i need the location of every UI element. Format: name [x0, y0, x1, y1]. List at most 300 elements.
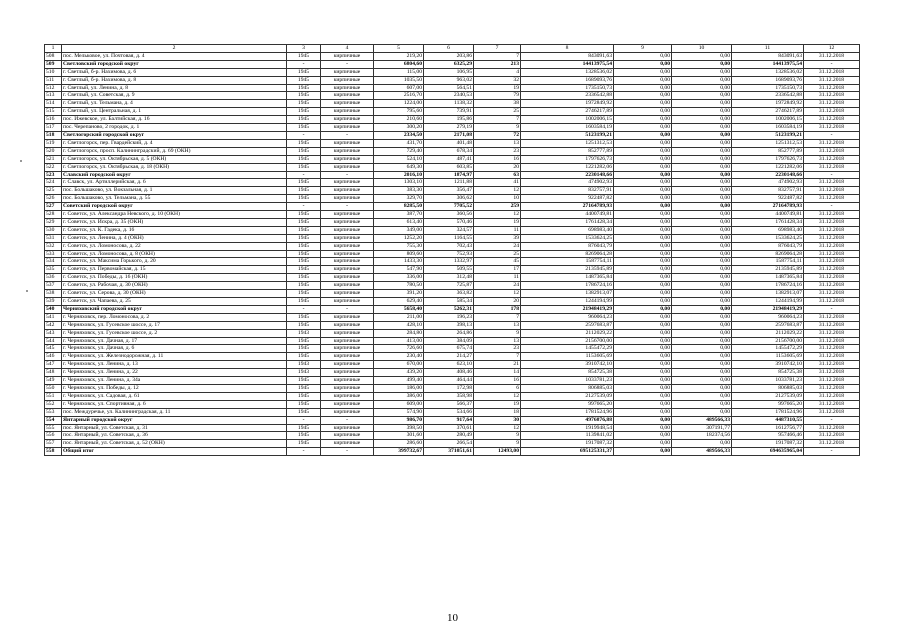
table-cell: 2230148,66	[732, 171, 804, 179]
table-cell: 876043,79	[732, 242, 804, 250]
table-cell: 5658,40	[374, 305, 424, 313]
table-cell: 0,00	[614, 337, 672, 345]
table-cell: 549	[45, 377, 62, 385]
table-cell: 1033781,23	[521, 377, 614, 385]
table-cell: кирпичные	[321, 408, 374, 416]
table-cell: 1587754,11	[521, 258, 614, 266]
table-cell: 4400749,81	[521, 211, 614, 219]
table-row	[45, 60, 860, 68]
table-cell: 12	[474, 211, 521, 219]
table-cell: -	[287, 416, 321, 424]
table-cell: 0,00	[614, 440, 672, 448]
table-cell: 0,00	[672, 321, 732, 329]
table-cell: 398,50	[374, 424, 424, 432]
table-cell: г. Черняховск, ул. Садовая, д. 61	[62, 392, 287, 400]
table-cell: 1797626,73	[521, 155, 614, 163]
column-number-cell: 9	[614, 45, 672, 53]
table-cell: 550	[45, 384, 62, 392]
table-cell: 31.12.2018	[804, 179, 860, 187]
table-cell: 31.12.2018	[804, 274, 860, 282]
table-row	[45, 361, 860, 369]
table-cell: 876043,79	[521, 242, 614, 250]
table-cell: 12	[474, 392, 521, 400]
table-cell: 31.12.2018	[804, 195, 860, 203]
table-cell: -	[804, 416, 860, 424]
table-cell: 31.12.2018	[804, 298, 860, 306]
table-cell: 0,00	[614, 282, 672, 290]
table-cell: 997665,20	[521, 400, 614, 408]
table-cell: 1945	[287, 345, 321, 353]
table-cell: г. Черняховск, пер. Ломоносова, д. 2	[62, 313, 287, 321]
table-row	[45, 313, 860, 321]
table-cell: 509	[45, 60, 62, 68]
table-cell: г. Черняховск, ул. Спортивная, д. 6	[62, 400, 287, 408]
table-cell: 211,00	[374, 313, 424, 321]
table-cell: 0,00	[614, 68, 672, 76]
table-cell: 0,00	[614, 298, 672, 306]
table-cell: г. Светлогорск, пер. Гвардейский, д. 4	[62, 139, 287, 147]
table-cell: 755,30	[374, 242, 424, 250]
table-cell: 806885,03	[732, 384, 804, 392]
column-number-cell: 8	[521, 45, 614, 53]
table-cell: 2156700,00	[521, 337, 614, 345]
table-cell: 1945	[287, 424, 321, 432]
table-cell: 0,00	[672, 171, 732, 179]
table-cell: -	[287, 131, 321, 139]
table-cell: кирпичные	[321, 242, 374, 250]
table-cell: 20	[474, 298, 521, 306]
table-row	[45, 92, 860, 100]
table-cell: 806885,03	[521, 384, 614, 392]
table-cell: 0,00	[672, 242, 732, 250]
table-row	[45, 218, 860, 226]
table-cell: 0,00	[672, 60, 732, 68]
table-cell: 413,00	[374, 337, 424, 345]
table-cell: 1945	[287, 384, 321, 392]
table-cell: 0,00	[614, 234, 672, 242]
table-cell: 31.12.2018	[804, 76, 860, 84]
table-cell: 6	[474, 384, 521, 392]
table-cell: 0,00	[672, 369, 732, 377]
table-cell: 1945	[287, 179, 321, 187]
table-cell: 386,00	[374, 392, 424, 400]
table-cell: 358,98	[424, 392, 474, 400]
table-cell: 0,00	[614, 108, 672, 116]
table-cell: 1945	[287, 84, 321, 92]
table-cell: 2516,70	[374, 92, 424, 100]
table-cell: 27164789,93	[521, 203, 614, 211]
table-row	[45, 274, 860, 282]
table-cell: 0,00	[614, 179, 672, 187]
table-cell: 0,00	[672, 195, 732, 203]
table-row	[45, 187, 860, 195]
table-cell: г. Советск, ул. Серова, д. 30 (ОКН)	[62, 290, 287, 298]
table-cell: 678,34	[424, 147, 474, 155]
table-cell: 1251312,53	[732, 139, 804, 147]
table-cell: 1689093,76	[732, 76, 804, 84]
table-cell: 1303,10	[374, 179, 424, 187]
table-cell: 10	[474, 195, 521, 203]
table-cell: 279,19	[424, 124, 474, 132]
table-cell: 30	[474, 416, 521, 424]
table-cell: 31.12.2018	[804, 147, 860, 155]
table-cell: кирпичные	[321, 234, 374, 242]
table-cell: 31.12.2018	[804, 139, 860, 147]
table-row	[45, 84, 860, 92]
table-cell: 0,00	[672, 211, 732, 219]
table-cell: Славский городской округ	[62, 171, 287, 179]
table-cell: 32	[474, 76, 521, 84]
table-cell: 203,86	[424, 52, 474, 60]
table-cell: 854725,38	[732, 369, 804, 377]
table-cell: 629,40	[374, 298, 424, 306]
table-cell: 0,00	[614, 218, 672, 226]
table-cell: 922487,82	[732, 195, 804, 203]
table-cell: 529	[45, 218, 62, 226]
table-cell: 0,00	[672, 226, 732, 234]
table-cell: 1603584,19	[521, 124, 614, 132]
table-cell: 13	[474, 321, 521, 329]
table-cell: 1251312,53	[521, 139, 614, 147]
table-cell: 752,93	[424, 250, 474, 258]
table-cell: 536	[45, 274, 62, 282]
table-cell: 539	[45, 298, 62, 306]
table-cell: 13	[474, 139, 521, 147]
table-cell: 0,00	[614, 274, 672, 282]
table-cell: 1945	[287, 100, 321, 108]
column-number-cell: 3	[287, 45, 321, 53]
table-cell: 499,40	[374, 377, 424, 385]
table-cell: кирпичные	[321, 377, 374, 385]
table-cell: кирпичные	[321, 337, 374, 345]
table-cell: 0,00	[672, 408, 732, 416]
table-cell: 546	[45, 353, 62, 361]
table-cell: 512	[45, 84, 62, 92]
table-cell: 356,47	[424, 187, 474, 195]
table-cell: г. Светлый, ул. Советская, д. 9	[62, 92, 287, 100]
table-cell: 219,20	[374, 52, 424, 60]
scan-speck	[26, 290, 28, 292]
table-cell: 1382913,07	[732, 290, 804, 298]
table-cell: 0,00	[614, 258, 672, 266]
table-cell: 960064,23	[521, 313, 614, 321]
column-number-cell: 12	[804, 45, 860, 53]
table-row	[45, 147, 860, 155]
table-cell: 675,74	[424, 345, 474, 353]
table-cell: 31.12.2018	[804, 424, 860, 432]
table-cell: г. Советск, ул. К. Гадека, д. 16	[62, 226, 287, 234]
table-cell: 0,00	[614, 392, 672, 400]
table-cell: 524	[45, 179, 62, 187]
table-cell: 12	[474, 187, 521, 195]
table-cell: 27164789,93	[732, 203, 804, 211]
table-cell: 41	[474, 179, 521, 187]
table-cell: 534,66	[424, 408, 474, 416]
table-cell: 31.12.2018	[804, 211, 860, 219]
table-cell: 0,00	[614, 76, 672, 84]
table-cell: 31.12.2018	[804, 100, 860, 108]
table-cell: 520	[45, 147, 62, 155]
table-cell: 8285,50	[374, 203, 424, 211]
table-cell: 524,10	[374, 155, 424, 163]
table-cell: 11	[474, 274, 521, 282]
table-cell: 0,00	[614, 448, 672, 456]
table-cell: 31.12.2018	[804, 337, 860, 345]
table-cell: 7	[474, 52, 521, 60]
table-cell: кирпичные	[321, 76, 374, 84]
table-cell: -	[287, 60, 321, 68]
table-cell: 0,00	[614, 139, 672, 147]
table-cell: 19	[474, 400, 521, 408]
table-cell: 6325,29	[424, 60, 474, 68]
table-cell: 0,00	[614, 400, 672, 408]
table-cell: г. Советск, ул. Рабочая, д. 30 (ОКН)	[62, 282, 287, 290]
table-cell: пос. Междуречье, ул. Калининградская, д. 11	[62, 408, 287, 416]
table-cell: 1244194,99	[521, 298, 614, 306]
table-cell: 527	[45, 203, 62, 211]
table-cell: 832757,91	[732, 187, 804, 195]
table-row	[45, 116, 860, 124]
table-cell: 31.12.2018	[804, 242, 860, 250]
table-cell: 1735150,73	[521, 84, 614, 92]
table-cell: 474902,93	[521, 179, 614, 187]
table-cell: 31.12.2018	[804, 155, 860, 163]
table-row	[45, 171, 860, 179]
table-cell: 1153605,69	[732, 353, 804, 361]
table-cell: 349,00	[374, 226, 424, 234]
table-row	[45, 408, 860, 416]
table-cell: 31.12.2018	[804, 400, 860, 408]
table-body	[45, 52, 860, 455]
table-cell: 852777,89	[732, 147, 804, 155]
table-cell: 284,80	[374, 329, 424, 337]
table-cell: 0,00	[672, 290, 732, 298]
table-cell: 399732,67	[374, 448, 424, 456]
table-cell: 23	[474, 345, 521, 353]
table-cell: 214,27	[424, 353, 474, 361]
table-cell: 607,00	[374, 84, 424, 92]
table-cell: 383,30	[374, 187, 424, 195]
table-row	[45, 266, 860, 274]
table-cell: 957466,46	[732, 432, 804, 440]
table-cell: 31.12.2018	[804, 116, 860, 124]
table-cell: 3910742,10	[521, 361, 614, 369]
table-cell: 31.12.2018	[804, 432, 860, 440]
table-cell: 522	[45, 163, 62, 171]
table-cell: 12493,00	[474, 448, 521, 456]
table-cell: 1433,30	[374, 258, 424, 266]
table-cell: -	[804, 448, 860, 456]
table-cell: кирпичные	[321, 353, 374, 361]
table-cell: 0,00	[614, 163, 672, 171]
table-cell: 31.12.2018	[804, 226, 860, 234]
table-cell: г. Светлогорск, ул. Октябрьская, д. 5 (ОКН)	[62, 155, 287, 163]
table-row	[45, 298, 860, 306]
table-cell: кирпичные	[321, 361, 374, 369]
table-cell: 31.12.2018	[804, 124, 860, 132]
table-cell: 1332,97	[424, 258, 474, 266]
table-cell: 0,00	[614, 424, 672, 432]
table-cell: 0,00	[614, 361, 672, 369]
table-cell: 547	[45, 361, 62, 369]
column-number-cell: 6	[424, 45, 474, 53]
table-cell: пос. Ижевское, ул. Балтийская, д. 16	[62, 116, 287, 124]
table-row	[45, 52, 860, 60]
table-cell: -	[287, 305, 321, 313]
table-cell: 1781524,96	[521, 408, 614, 416]
table-cell: 19	[474, 218, 521, 226]
table-cell: 545	[45, 345, 62, 353]
table-cell: 31.12.2018	[804, 369, 860, 377]
table-cell: 523	[45, 171, 62, 179]
table-cell: 0,00	[614, 60, 672, 68]
table-cell: пос. Янтарный, ул. Советская, д. 36	[62, 432, 287, 440]
table-cell: 533	[45, 250, 62, 258]
table-cell: кирпичные	[321, 274, 374, 282]
table-cell: 843091,63	[521, 52, 614, 60]
table-row	[45, 384, 860, 392]
table-cell: Светлогорский городской округ	[62, 131, 287, 139]
table-cell: 1945	[287, 250, 321, 258]
table-cell: г. Светлый, ул. Центральная, д. 1	[62, 108, 287, 116]
table-cell: кирпичные	[321, 345, 374, 353]
table-cell: 2135945,89	[732, 266, 804, 274]
table-cell: 1761428,34	[521, 218, 614, 226]
table-cell: 1945	[287, 116, 321, 124]
table-cell: 2746217,89	[732, 108, 804, 116]
table-cell: 4400749,81	[732, 211, 804, 219]
table-cell: г. Светлый, б-р. Нахимова, д. 6	[62, 68, 287, 76]
table-cell: г. Черняховск, ул. Ленина, д. 13	[62, 361, 287, 369]
table-cell: кирпичные	[321, 84, 374, 92]
table-cell: 1945	[287, 298, 321, 306]
table-row	[45, 400, 860, 408]
table-cell: 0,00	[614, 211, 672, 219]
table-cell: 306,62	[424, 195, 474, 203]
table-cell: -	[804, 171, 860, 179]
table-row	[45, 432, 860, 440]
table-cell: 31.12.2018	[804, 52, 860, 60]
table-cell: кирпичные	[321, 321, 374, 329]
table-cell: 1945	[287, 139, 321, 147]
table-cell: 1735150,73	[732, 84, 804, 92]
table-cell: 1945	[287, 258, 321, 266]
table-cell: 1455472,29	[732, 345, 804, 353]
table-cell: кирпичные	[321, 116, 374, 124]
table-cell: 1945	[287, 68, 321, 76]
table-cell: 360,56	[424, 211, 474, 219]
table-cell: 0,00	[672, 384, 732, 392]
table-cell: 63	[474, 171, 521, 179]
table-cell: 1943	[287, 369, 321, 377]
column-number-row	[45, 45, 860, 53]
table-row	[45, 242, 860, 250]
table-cell: 0,00	[672, 361, 732, 369]
table-cell: 0,00	[614, 195, 672, 203]
table-cell: 31.12.2018	[804, 187, 860, 195]
table-cell: 809,60	[374, 250, 424, 258]
table-cell: 510	[45, 68, 62, 76]
table-row	[45, 416, 860, 424]
table-cell: 1945	[287, 187, 321, 195]
table-cell: 1945	[287, 155, 321, 163]
table-cell: г. Советск, ул. Александра Невского, д. 10 (ОКН)	[62, 211, 287, 219]
column-number-cell: 10	[672, 45, 732, 53]
table-cell: 301,60	[374, 432, 424, 440]
table-cell: 182374,56	[672, 432, 732, 440]
table-cell: 0,00	[614, 290, 672, 298]
table-cell: кирпичные	[321, 100, 374, 108]
table-cell: 0,00	[672, 392, 732, 400]
table-cell: 391,20	[374, 290, 424, 298]
column-number-cell: 11	[732, 45, 804, 53]
table-cell: кирпичные	[321, 226, 374, 234]
table-cell: 1382913,07	[521, 290, 614, 298]
table-cell: 1945	[287, 337, 321, 345]
table-cell: 1221282,06	[521, 163, 614, 171]
table-cell: 525	[45, 187, 62, 195]
table-cell: 1153605,69	[521, 353, 614, 361]
table-row	[45, 282, 860, 290]
table-cell: 1945	[287, 195, 321, 203]
table-cell: 0,00	[672, 266, 732, 274]
table-row	[45, 424, 860, 432]
table-cell: 72	[474, 131, 521, 139]
table-row	[45, 163, 860, 171]
table-cell: 1781524,96	[732, 408, 804, 416]
table-cell: 541	[45, 313, 62, 321]
table-cell: 178	[474, 305, 521, 313]
table-cell: 12	[474, 290, 521, 298]
table-cell: 1945	[287, 274, 321, 282]
table-cell: 0,00	[614, 116, 672, 124]
table-cell: 31.12.2018	[804, 440, 860, 448]
table-cell: 186,00	[374, 384, 424, 392]
table-cell: 852777,89	[521, 147, 614, 155]
table-cell: 0,00	[614, 313, 672, 321]
table-cell: 312,48	[424, 274, 474, 282]
table-row	[45, 337, 860, 345]
table-cell: Светловский городской округ	[62, 60, 287, 68]
table-cell: -	[321, 203, 374, 211]
table-cell: кирпичные	[321, 92, 374, 100]
table-cell: 398,13	[424, 321, 474, 329]
table-cell: 854725,38	[521, 369, 614, 377]
table-cell: 0,00	[614, 52, 672, 60]
table-cell: 31.12.2018	[804, 384, 860, 392]
table-cell: 0,00	[672, 400, 732, 408]
table-cell: -	[804, 305, 860, 313]
table-cell: 370,61	[424, 424, 474, 432]
table-cell: 31.12.2018	[804, 282, 860, 290]
table-cell: 31.12.2018	[804, 68, 860, 76]
table-cell: 2746217,89	[521, 108, 614, 116]
table-cell: 613,40	[374, 218, 424, 226]
table-cell: г. Советск, ул. Чапаева, д. 25	[62, 298, 287, 306]
table-cell: 1945	[287, 242, 321, 250]
table-cell: 544	[45, 337, 62, 345]
table-cell: 1917087,32	[732, 440, 804, 448]
table-row	[45, 329, 860, 337]
table-cell: 917,64	[424, 416, 474, 424]
table-cell: кирпичные	[321, 282, 374, 290]
table-cell: 1002006,15	[732, 116, 804, 124]
table-cell: 1328536,02	[521, 68, 614, 76]
table-cell: Общий итог	[62, 448, 287, 456]
table-cell: 25	[474, 250, 521, 258]
table-cell: 517	[45, 124, 62, 132]
table-cell: 508	[45, 52, 62, 60]
